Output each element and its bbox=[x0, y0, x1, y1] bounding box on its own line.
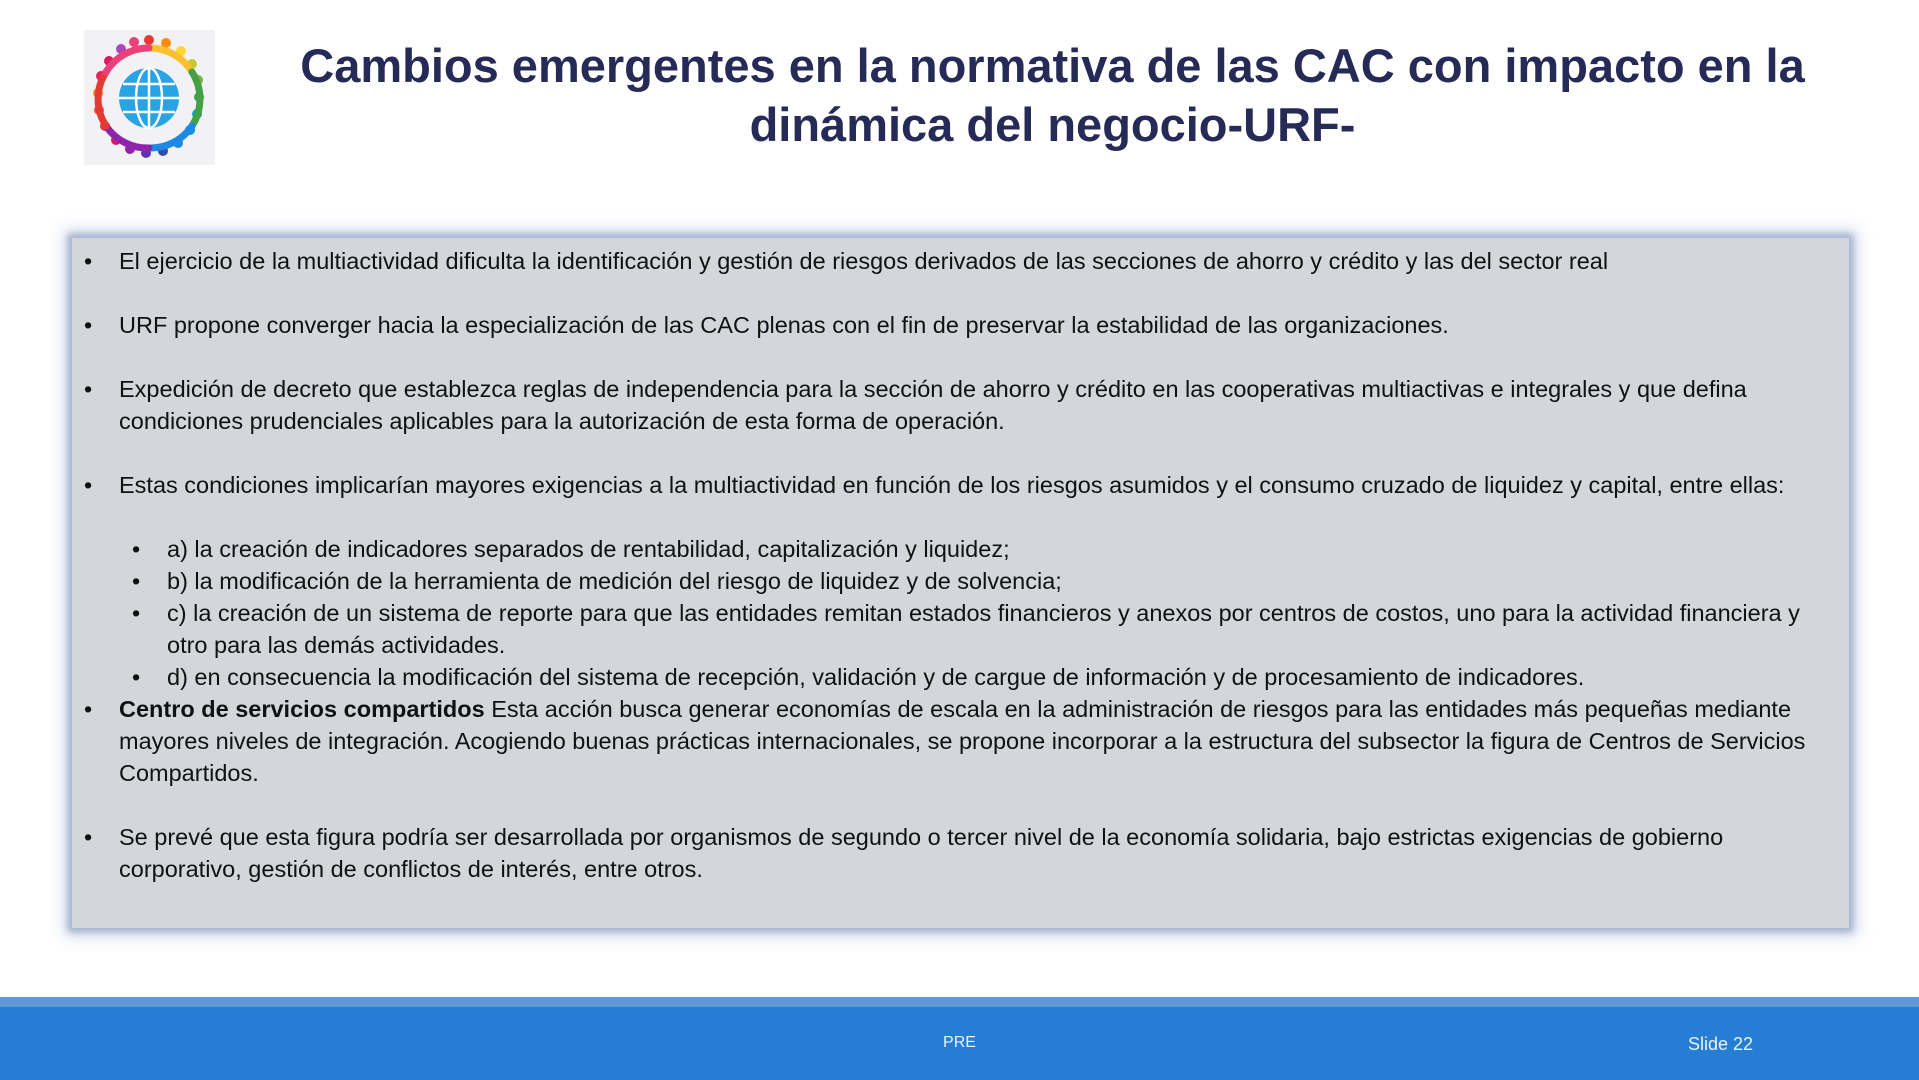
logo bbox=[84, 30, 215, 165]
footer-accent-line bbox=[0, 997, 1919, 1007]
bullet-marker: • bbox=[132, 536, 141, 562]
bullet-list bbox=[84, 245, 1829, 501]
sub-bullet-text: d) en consecuencia la modificación del sistema de recepción, validación y de cargue de información y de procesamiento de indicadores. bbox=[167, 664, 1585, 690]
bullet-bold-lead: Centro de servicios compartidos bbox=[119, 696, 485, 722]
sub-bullet-list bbox=[84, 533, 1829, 693]
bullet-marker: • bbox=[132, 568, 141, 594]
footer-text: PRE bbox=[943, 1034, 976, 1051]
globe-people-circle-icon bbox=[84, 30, 215, 165]
bullet-text: Estas condiciones implicarían mayores exigencias a la multiactividad en función de los riesgos asumidos y el consumo cruzado de liquidez y capital, entre ellas: bbox=[119, 472, 1785, 498]
bullet-marker: • bbox=[84, 824, 93, 850]
bullet-marker: • bbox=[132, 664, 141, 690]
sub-bullet-item bbox=[84, 661, 1829, 693]
bullet-marker: • bbox=[84, 248, 93, 274]
slide-number: Slide 22 bbox=[1688, 1034, 1754, 1054]
bullet-item bbox=[84, 821, 1829, 885]
bullet-marker: • bbox=[84, 472, 93, 498]
bullet-text: El ejercicio de la multiactividad dificulta la identificación y gestión de riesgos derivados de las secciones de ahorro y crédito y las del sector real bbox=[119, 248, 1609, 274]
footer-bar bbox=[0, 1007, 1919, 1080]
sub-bullet-text: c) la creación de un sistema de reporte para que las entidades remitan estados financieros y anexos por centros de costos, uno para la actividad financiera y otro para las demás actividades. bbox=[167, 600, 1800, 658]
sub-bullet-item bbox=[84, 597, 1829, 661]
bullet-text: Esta acción busca generar economías de escala en la administración de riesgos para las entidades más pequeñas mediante mayores niveles de integración. Acogiendo buenas prácticas internacionales, se propone incorporar a la estructura del subsector la figura de Centros de Servicios Compartidos. bbox=[119, 696, 1806, 786]
bullet-item bbox=[84, 245, 1829, 277]
bullet-item bbox=[84, 373, 1829, 437]
sub-bullet-item bbox=[84, 565, 1829, 597]
bullet-text: Se prevé que esta figura podría ser desarrollada por organismos de segundo o tercer nivel de la economía solidaria, bajo estrictas exigencias de gobierno corporativo, gestión de conflictos de interés, entre otros. bbox=[119, 824, 1724, 882]
bullet-item bbox=[84, 469, 1829, 501]
bullet-item bbox=[84, 693, 1829, 789]
sub-bullet-text: b) la modificación de la herramienta de medición del riesgo de liquidez y de solvencia; bbox=[167, 568, 1062, 594]
bullet-text: Expedición de decreto que establezca reglas de independencia para la sección de ahorro y crédito en las cooperativas multiactivas e integrales y que defina condiciones prudenciales aplicables para la autorización de esta forma de operación. bbox=[119, 376, 1747, 434]
bullet-list bbox=[84, 693, 1829, 885]
slide-title: Cambios emergentes en la normativa de las CAC con impacto en la dinámica del negocio-URF- bbox=[300, 39, 1805, 151]
sub-bullet-item bbox=[84, 533, 1829, 565]
bullet-marker: • bbox=[132, 600, 141, 626]
sub-bullet-text: a) la creación de indicadores separados de rentabilidad, capitalización y liquidez; bbox=[167, 536, 1010, 562]
bullet-item bbox=[84, 309, 1829, 341]
bullet-text: URF propone converger hacia la especialización de las CAC plenas con el fin de preservar la estabilidad de las organizaciones. bbox=[119, 312, 1449, 338]
bullet-marker: • bbox=[84, 696, 93, 722]
bullet-marker: • bbox=[84, 312, 93, 338]
bullet-marker: • bbox=[84, 376, 93, 402]
content-box bbox=[72, 238, 1849, 928]
